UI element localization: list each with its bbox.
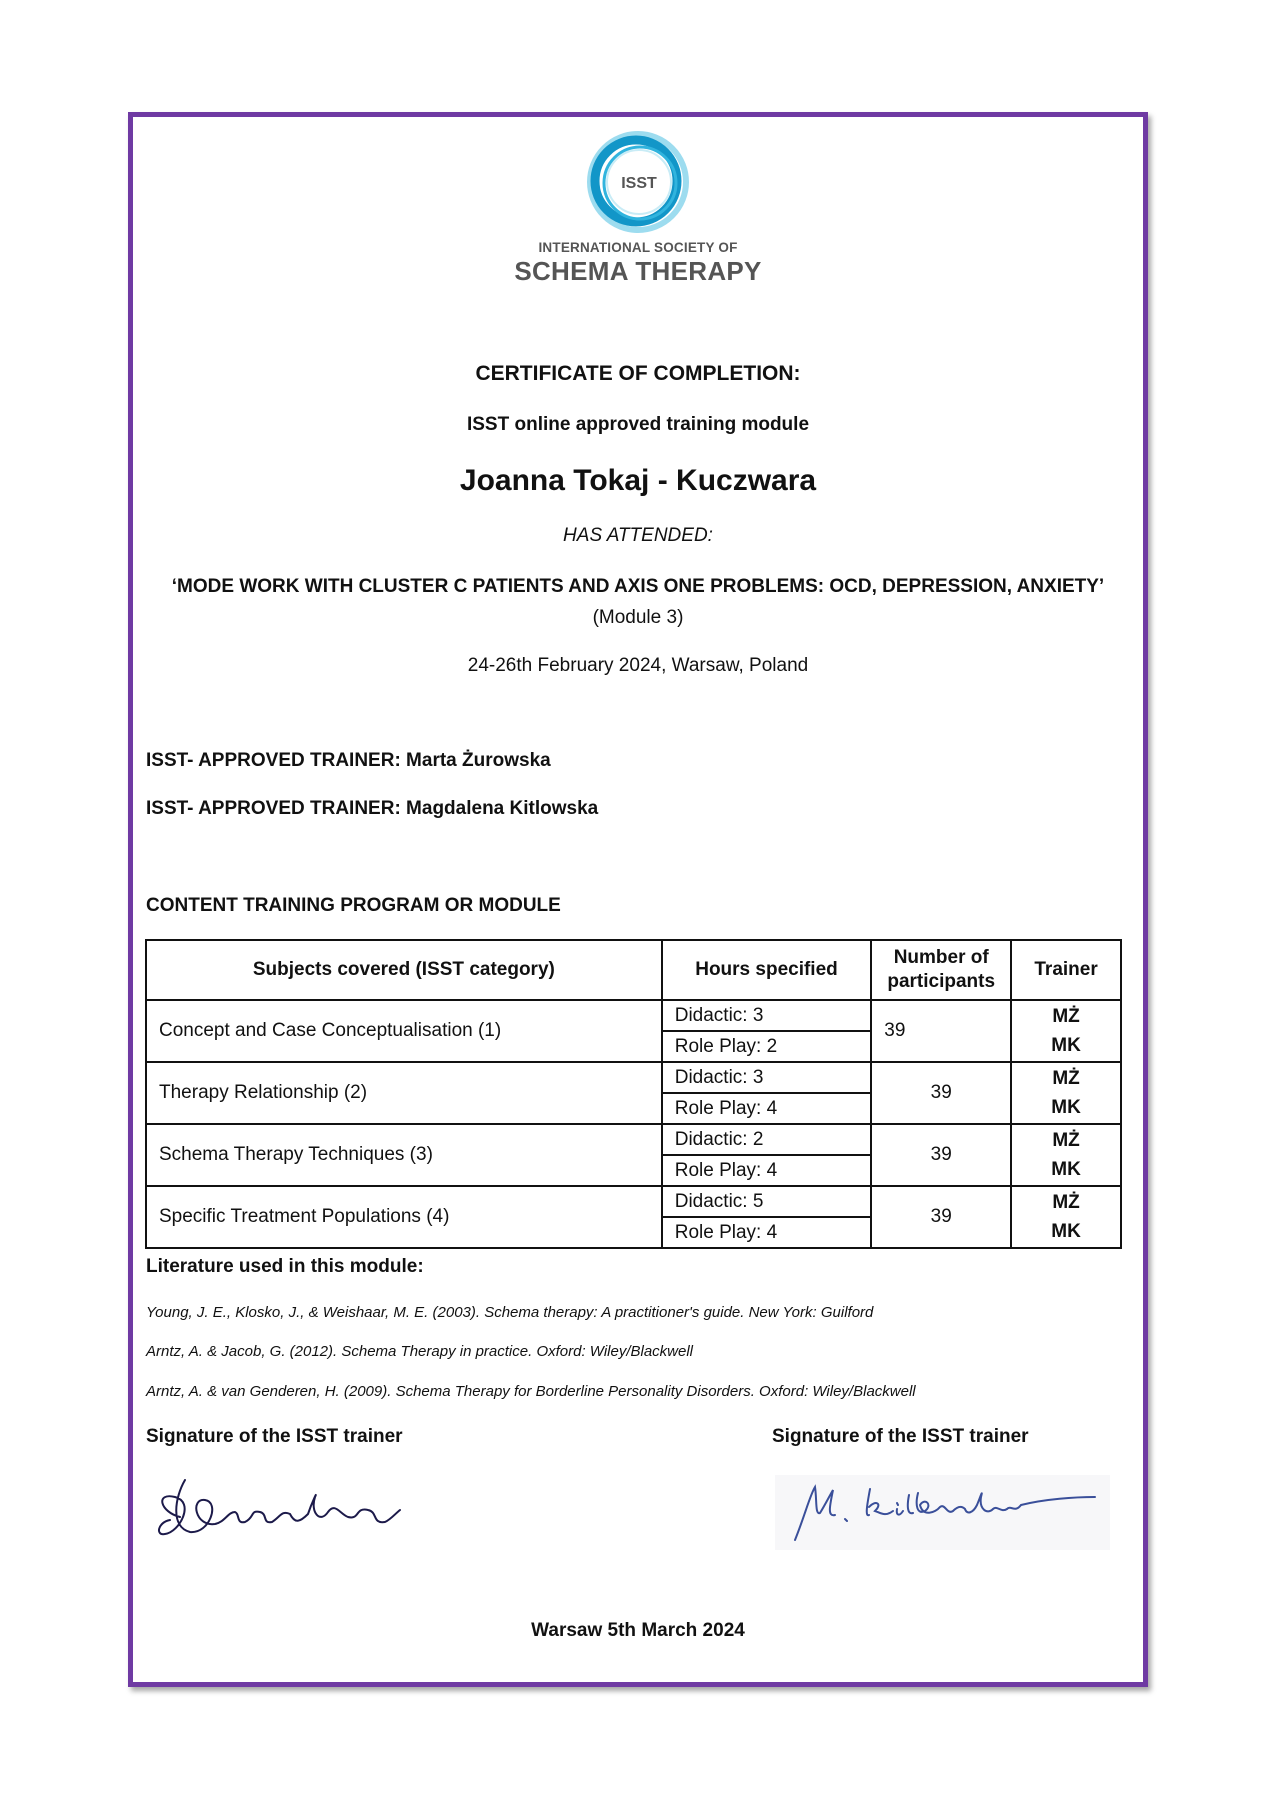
participants-cell: 39 [871, 1062, 1011, 1124]
signature-right-icon [775, 1475, 1110, 1550]
header-participants: Number of participants [871, 940, 1011, 1000]
literature-item: Arntz, A. & Jacob, G. (2012). Schema Therapy in practice. Oxford: Wiley/Blackwell [146, 1343, 694, 1360]
logo-org-line2: SCHEMA THERAPY [514, 256, 762, 286]
table-row [146, 1124, 1121, 1155]
table-header-row [146, 940, 1121, 1000]
trainer-line-2: ISST- APPROVED TRAINER: Magdalena Kitlowska [146, 798, 599, 819]
trainer-line-1: ISST- APPROVED TRAINER: Marta Żurowska [146, 750, 551, 771]
signature-label-left: Signature of the ISST trainer [146, 1426, 403, 1447]
module-number: (Module 3) [592, 607, 684, 628]
content-heading: CONTENT TRAINING PROGRAM OR MODULE [146, 895, 561, 916]
role-play-hours: Role Play: 4 [662, 1093, 872, 1124]
trainer-cell: MŻ MK [1011, 1124, 1121, 1186]
isst-logo-icon [586, 130, 690, 234]
participants-cell: 39 [871, 1124, 1011, 1186]
didactic-hours: Didactic: 2 [662, 1124, 872, 1155]
role-play-hours: Role Play: 4 [662, 1217, 872, 1248]
table-row [146, 1062, 1121, 1093]
logo-org-line1: INTERNATIONAL SOCIETY OF [538, 240, 738, 255]
table-row [146, 1000, 1121, 1031]
training-dates-location: 24-26th February 2024, Warsaw, Poland [467, 655, 809, 676]
signature-label-right: Signature of the ISST trainer [772, 1426, 1029, 1447]
certificate-title: CERTIFICATE OF COMPLETION: [475, 362, 801, 385]
didactic-hours: Didactic: 3 [662, 1000, 872, 1031]
trainer-cell: MŻ MK [1011, 1186, 1121, 1248]
signature-left-icon [150, 1472, 415, 1547]
subject-cell: Concept and Case Conceptualisation (1) [146, 1000, 662, 1062]
role-play-hours: Role Play: 4 [662, 1155, 872, 1186]
subject-cell: Specific Treatment Populations (4) [146, 1186, 662, 1248]
issue-place-date: Warsaw 5th March 2024 [531, 1620, 745, 1641]
training-program-table [145, 939, 1122, 1249]
didactic-hours: Didactic: 3 [662, 1062, 872, 1093]
participants-cell: 39 [871, 1000, 1011, 1062]
subject-cell: Therapy Relationship (2) [146, 1062, 662, 1124]
svg-text:ISST: ISST [621, 175, 657, 192]
header-subjects: Subjects covered (ISST category) [146, 940, 662, 1000]
literature-heading: Literature used in this module: [146, 1256, 424, 1277]
role-play-hours: Role Play: 2 [662, 1031, 872, 1062]
table-row [146, 1186, 1121, 1217]
literature-item: Arntz, A. & van Genderen, H. (2009). Schema Therapy for Borderline Personality Disorders. Oxford: Wiley/Blackwell [146, 1383, 916, 1400]
trainer-cell: MŻ MK [1011, 1000, 1121, 1062]
literature-item: Young, J. E., Klosko, J., & Weishaar, M. E. (2003). Schema therapy: A practitioner's guide. New York: Guilford [146, 1304, 874, 1321]
header-hours: Hours specified [662, 940, 872, 1000]
didactic-hours: Didactic: 5 [662, 1186, 872, 1217]
module-title: ‘MODE WORK WITH CLUSTER C PATIENTS AND AXIS ONE PROBLEMS: OCD, DEPRESSION, ANXIETY’ [171, 576, 1105, 597]
trainer-cell: MŻ MK [1011, 1062, 1121, 1124]
header-trainer: Trainer [1011, 940, 1121, 1000]
subject-cell: Schema Therapy Techniques (3) [146, 1124, 662, 1186]
attended-label: HAS ATTENDED: [563, 525, 713, 546]
recipient-name: Joanna Tokaj - Kuczwara [459, 464, 817, 497]
certificate-subtitle: ISST online approved training module [466, 414, 810, 435]
participants-cell: 39 [871, 1186, 1011, 1248]
